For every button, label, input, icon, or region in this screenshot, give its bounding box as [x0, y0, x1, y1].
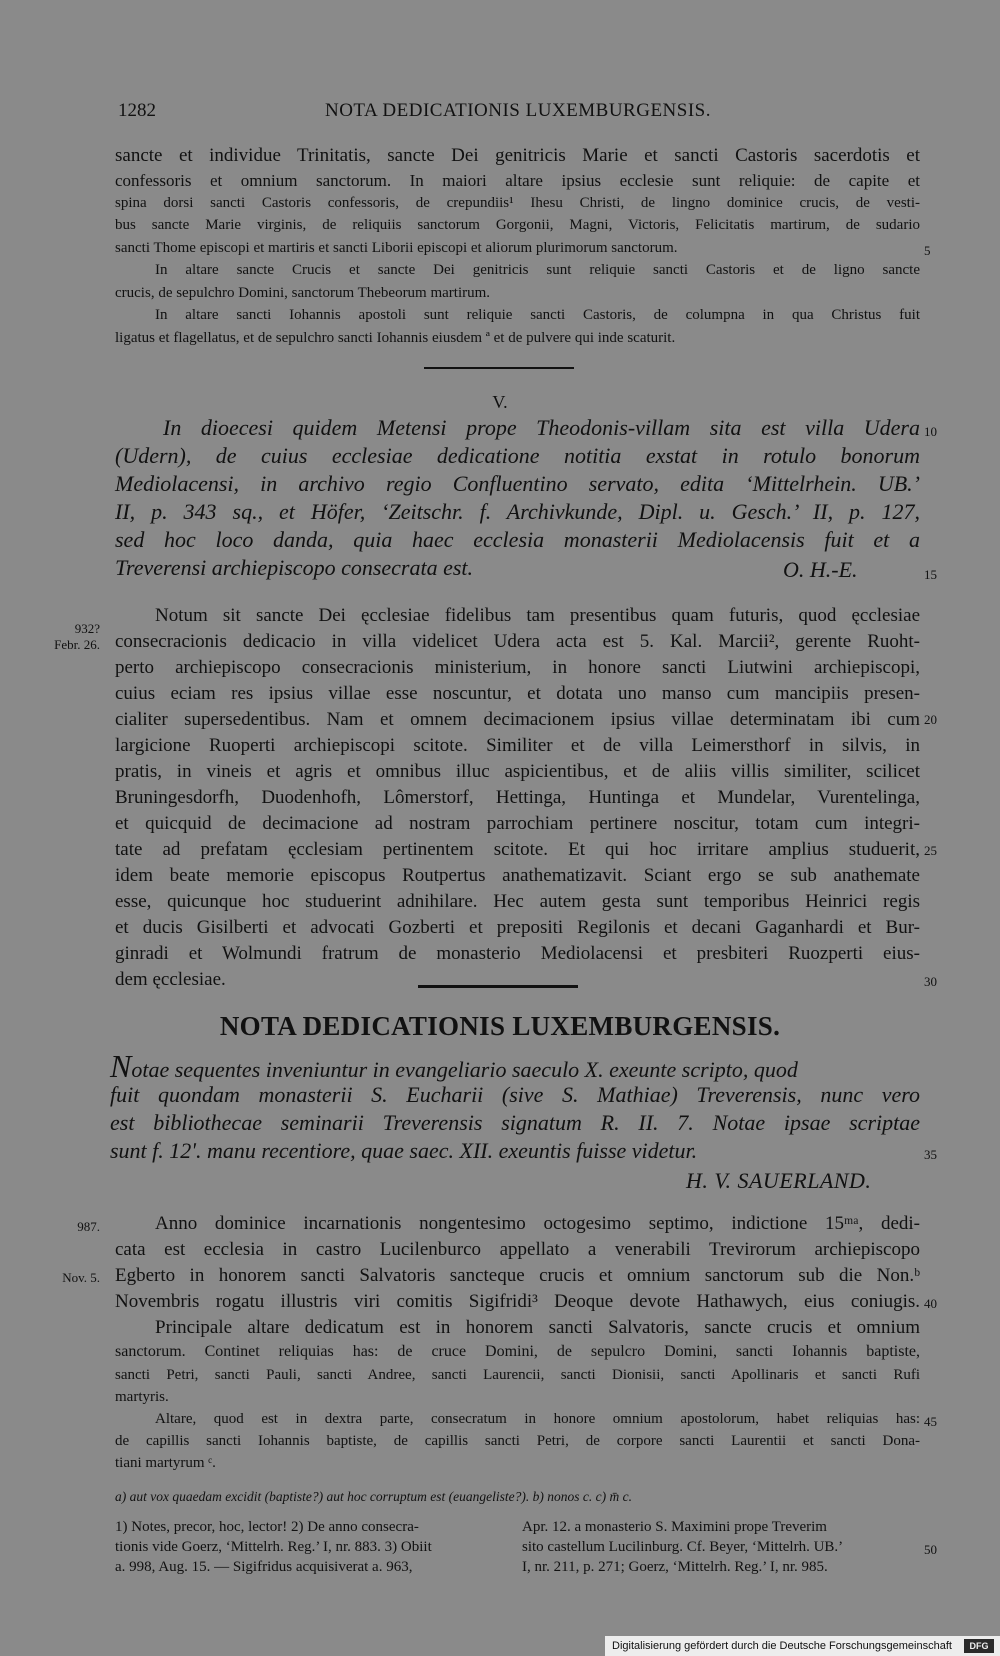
- footnote-line: 1) Notes, precor, hoc, lector! 2) De anno consecra-: [115, 1519, 419, 1535]
- intro-signature: O. H.-E.: [783, 557, 858, 582]
- text-line: Notum sit sancte Dei ęcclesiae fidelibus tam presentibus quam futuris, quod ęcclesiae: [155, 605, 920, 626]
- margin-date: Febr. 26.: [54, 637, 100, 652]
- text-line: et quicquid de decimacione ad nostram parrochiam pertinere noscitur, totam cum integri-: [115, 813, 920, 834]
- text-line: tate ad prefatam ęcclesiam pertinentem scitote. Et qui hoc irritare amplius studuerit,: [115, 839, 920, 860]
- text-line: sancti Petri, sancti Pauli, sancti Andree, sancti Laurencii, sancti Dionisii, sancti Apollinaris et sancti Rufi: [115, 1367, 920, 1383]
- page-number: 1282: [118, 100, 156, 121]
- text-line: In altare sancte Crucis et sancte Dei genitricis sunt reliquie sancti Castoris et de ligno sancte: [155, 262, 920, 278]
- section-divider: [418, 985, 578, 988]
- intro-line: otae sequentes inveniuntur in evangeliario saeculo X. exeunte scripto, quod: [131, 1057, 798, 1082]
- text-line: cuius eciam res ipsius villae esse noscuntur, et dotata uno manso cum mancipiis presen-: [115, 683, 920, 704]
- margin-date: 932?: [74, 621, 100, 636]
- text-line: spina dorsi sancti Castoris confessoris, de crepundiis¹ Ihesu Christi, de lingno dominice crucis, de vesti-: [115, 195, 920, 211]
- text-line: sancte et individue Trinitatis, sancte Dei genitricis Marie et sancti Castoris sacerdotis et: [115, 145, 920, 166]
- text-line: perto archiepiscopo consecracionis ministerium, in honore sancti Liutwini archiepiscopi,: [115, 657, 920, 678]
- intro-line: [110, 1050, 920, 1082]
- line-number: 25: [924, 843, 937, 858]
- line-number: 40: [924, 1296, 937, 1311]
- initial-letter: N: [110, 1048, 132, 1084]
- text-line: cata est ecclesia in castro Lucilenburco appellato a venerabili Trevirorum archiepiscopo: [115, 1239, 920, 1260]
- text-line: Egberto in honorem sancti Salvatoris sancteque crucis et omnium sanctorum sub die Non.ᵇ: [115, 1265, 920, 1286]
- footer-credit: Digitalisierung gefördert durch die Deutsche Forschungsgemeinschaft: [612, 1640, 952, 1652]
- line-number: 20: [924, 712, 937, 727]
- intro-line: Mediolacensi, in archivo regio Confluentino servato, edita ‘Mittelrhein. UB.’: [115, 471, 920, 496]
- text-line: ligatus et flagellatus, et de sepulchro sancti Iohannis eiusdem ª et de pulvere qui inde scaturit.: [115, 330, 676, 346]
- text-line: tiani martyrum ᶜ.: [115, 1455, 216, 1471]
- footnote-line: Apr. 12. a monasterio S. Maximini prope Treverim: [522, 1519, 827, 1535]
- text-line: dem ęcclesiae.: [115, 969, 226, 990]
- text-line: largicione Ruoperti archiepiscopi scitote. Similiter et de villa Leimersthorf in silvis, in: [115, 735, 920, 756]
- intro-line: sunt f. 12ʹ. manu recentiore, quae saec. XII. exeuntis fuisse videtur.: [110, 1138, 698, 1163]
- text-line: martyris.: [115, 1389, 169, 1405]
- footnote-line: tionis vide Goerz, ‘Mittelrh. Reg.’ I, nr. 883. 3) Obiit: [115, 1539, 432, 1555]
- text-line: confessoris et omnium sanctorum. In maiori altare ipsius ecclesie sunt reliquie: de capite et: [115, 171, 920, 190]
- dfg-logo: DFG: [964, 1639, 994, 1653]
- footnote-line: a. 998, Aug. 15. — Sigifridus acquisiverat a. 963,: [115, 1559, 413, 1575]
- page-header: [118, 100, 918, 130]
- line-number: 10: [924, 424, 937, 439]
- text-line: Novembris rogatu illustris viri comitis Sigifridi³ Deoque devote Hathawych, eius coniugis.: [115, 1291, 920, 1312]
- text-line: Bruningesdorfh, Duodenhofh, Lômerstorf, Hettinga, Huntinga et Mundelar, Vurentelinga,: [115, 787, 920, 808]
- line-number: 35: [924, 1147, 937, 1162]
- margin-date: Nov. 5.: [62, 1270, 100, 1285]
- text-line: de capillis sancti Iohannis baptiste, de capillis sancti Petri, de corpore sancti Laurentii et sancti Dona-: [115, 1433, 920, 1449]
- line-number: 5: [924, 243, 931, 258]
- line-number: 45: [924, 1414, 937, 1429]
- intro-line: fuit quondam monasterii S. Eucharii (sive S. Mathiae) Treverensis, nunc vero: [110, 1082, 920, 1107]
- section-divider: [424, 367, 574, 369]
- footnote-line: sito castellum Lucilinburg. Cf. Beyer, ‘Mittelrh. UB.’: [522, 1539, 844, 1555]
- text-line: pratis, in vineis et agris et omnibus illuc aspicientibus, et de aliis villis similiter, scilicet: [115, 761, 920, 782]
- line-number: 30: [924, 974, 937, 989]
- intro-line: II, p. 343 sq., et Höfer, ‘Zeitschr. f. Archivkunde, Dipl. u. Gesch.’ II, p. 127,: [115, 499, 920, 524]
- intro-line: est bibliothecae seminarii Treverensis signatum R. II. 7. Notae ipsae scriptae: [110, 1110, 920, 1135]
- text-line: In altare sancti Iohannis apostoli sunt reliquie sancti Castoris, de columpna in qua Christus fuit: [155, 307, 920, 323]
- text-line: et ducis Gisilberti et advocati Gozberti et prepositi Regilonis et decani Gaganhardi et Bur-: [115, 917, 920, 938]
- line-number: 15: [924, 567, 937, 582]
- text-line: idem beate memorie episcopus Routpertus anathematizavit. Sciant ergo se sub anathemate: [115, 865, 920, 886]
- text-line: sancti Thome episcopi et martiris et sancti Liborii episcopi et aliorum plurimorum sanctorum.: [115, 240, 678, 256]
- text-line: crucis, de sepulchro Domini, sanctorum Thebeorum martirum.: [115, 285, 491, 301]
- section-numeral: V.: [492, 392, 508, 412]
- text-line: Altare, quod est in dextra parte, consecratum in honore omnium apostolorum, habet reliquias has:: [155, 1411, 920, 1427]
- text-line: Principale altare dedicatum est in honorem sancti Salvatoris, sancte crucis et omnium: [155, 1317, 920, 1338]
- text-line: bus sancte Marie virginis, de reliquiis sanctorum Gorgonii, Magni, Victoris, Felicitatis martirum, de sudario: [115, 217, 920, 233]
- line-number: 50: [924, 1542, 937, 1557]
- text-line: [115, 171, 920, 190]
- margin-date: 987.: [77, 1219, 100, 1234]
- intro-line: sed hoc loco danda, quia haec ecclesia monasterii Mediolacensis fuit et a: [115, 527, 920, 552]
- intro-signature: H. V. SAUERLAND.: [686, 1168, 872, 1193]
- footnote-line: I, nr. 211, p. 271; Goerz, ‘Mittelrh. Reg.’ I, nr. 985.: [522, 1559, 828, 1575]
- text-line: esse, quicunque hoc studuerint adnihilare. Hec autem gesta sunt temporibus Heinrici regis: [115, 891, 920, 912]
- letter-footnotes: a) aut vox quaedam excidit (baptiste?) aut hoc corruptum est (euangeliste?). b) nonos c. c) m̄ c.: [115, 1489, 632, 1504]
- text-line: ginradi et Wolmundi fratrum de monasterio Mediolacensi et presbiteri Ruozperti eius-: [115, 943, 920, 964]
- text-line: sanctorum. Continet reliquias has: de cruce Domini, de sepulcro Domini, sancti Iohannis baptiste,: [115, 1343, 920, 1360]
- text-line: consecracionis dedicacio in villa videlicet Udera acta est 5. Kal. Marcii², gerente Ruoht-: [115, 631, 920, 652]
- text-line: cialiter supersedentibus. Nam et omnem decimacionem ipsius villae determinatam ibi cum: [115, 709, 920, 730]
- running-title: NOTA DEDICATIONIS LUXEMBURGENSIS.: [324, 100, 711, 121]
- intro-line: In dioecesi quidem Metensi prope Theodonis-villam sita est villa Udera: [163, 415, 920, 440]
- section-heading: NOTA DEDICATIONIS LUXEMBURGENSIS.: [219, 1011, 781, 1041]
- intro-line: (Udern), de cuius ecclesiae dedicatione notitia exstat in rotulo bonorum: [115, 443, 920, 468]
- intro-line: Treverensi archiepiscopo consecrata est.: [115, 555, 474, 580]
- text-line: Anno dominice incarnationis nongentesimo octogesimo septimo, indictione 15ᵐᵃ, dedi-: [155, 1213, 920, 1234]
